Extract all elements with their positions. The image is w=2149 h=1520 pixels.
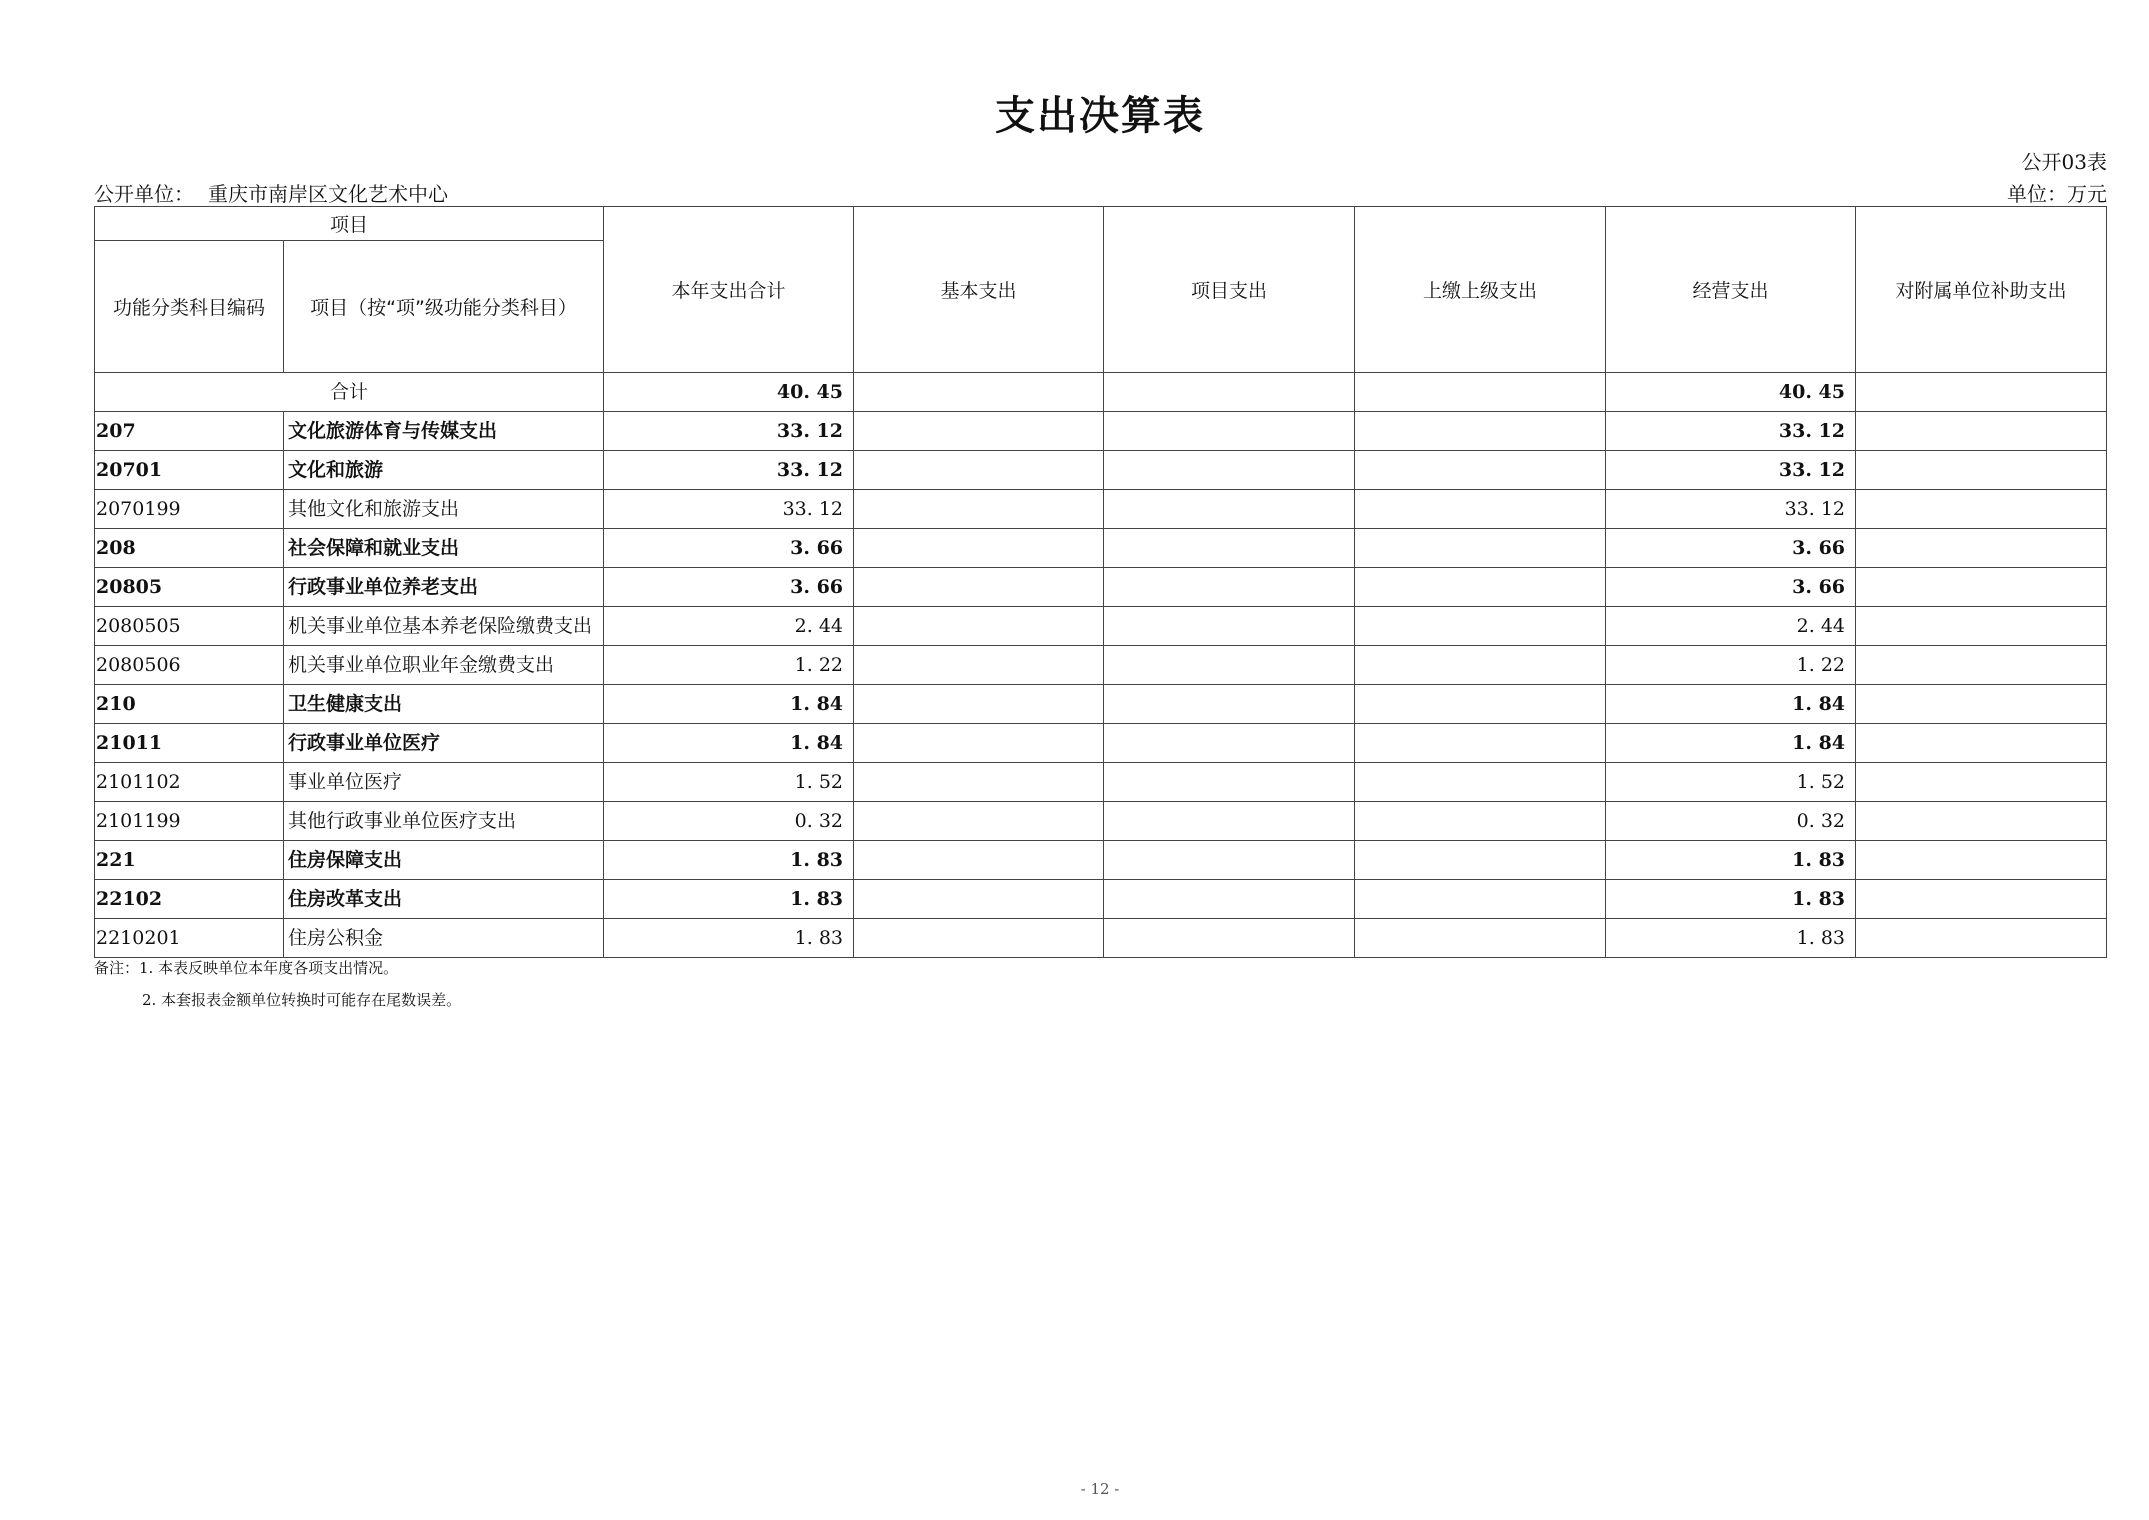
row-upper xyxy=(1355,529,1606,568)
row-subsidy xyxy=(1856,451,2107,490)
row-basic xyxy=(854,724,1104,763)
row-project-exp xyxy=(1104,763,1355,802)
row-total: 3. 66 xyxy=(604,568,854,607)
row-upper xyxy=(1355,724,1606,763)
header-project-expense: 项目支出 xyxy=(1104,207,1355,373)
row-upper xyxy=(1355,763,1606,802)
row-item-name: 其他文化和旅游支出 xyxy=(284,490,604,529)
row-project-exp xyxy=(1104,646,1355,685)
row-item-name: 住房保障支出 xyxy=(284,841,604,880)
table-row xyxy=(95,412,2107,451)
table-row xyxy=(95,724,2107,763)
row-total: 33. 12 xyxy=(604,412,854,451)
row-business: 1. 84 xyxy=(1606,724,1856,763)
row-item-name: 文化和旅游 xyxy=(284,451,604,490)
row-item-name: 住房公积金 xyxy=(284,919,604,958)
row-business: 2. 44 xyxy=(1606,607,1856,646)
notes xyxy=(94,952,461,1016)
reporting-unit xyxy=(94,178,448,207)
table-row xyxy=(95,685,2107,724)
row-basic xyxy=(854,685,1104,724)
row-project-exp xyxy=(1104,412,1355,451)
row-business: 1. 84 xyxy=(1606,685,1856,724)
row-business: 33. 12 xyxy=(1606,490,1856,529)
row-code: 20805 xyxy=(95,568,284,607)
form-number: 公开03表 xyxy=(2021,150,2107,174)
row-upper xyxy=(1355,841,1606,880)
row-total: 1. 83 xyxy=(604,919,854,958)
row-code: 2101199 xyxy=(95,802,284,841)
row-subsidy xyxy=(1856,412,2107,451)
row-basic xyxy=(854,880,1104,919)
row-project-exp xyxy=(1104,490,1355,529)
row-upper xyxy=(1355,880,1606,919)
row-code: 21011 xyxy=(95,724,284,763)
row-total: 1. 52 xyxy=(604,763,854,802)
row-code: 210 xyxy=(95,685,284,724)
header-item: 项目（按“项”级功能分类科目） xyxy=(284,241,604,373)
header-total: 本年支出合计 xyxy=(604,207,854,373)
row-subsidy xyxy=(1856,646,2107,685)
row-total: 1. 83 xyxy=(604,880,854,919)
header-upper: 上缴上级支出 xyxy=(1355,207,1606,373)
row-project-exp xyxy=(1104,685,1355,724)
row-subsidy xyxy=(1856,841,2107,880)
row-project-exp xyxy=(1104,529,1355,568)
row-total: 0. 32 xyxy=(604,802,854,841)
header-project: 项目 xyxy=(95,207,604,241)
header-business: 经营支出 xyxy=(1606,207,1856,373)
row-upper xyxy=(1355,646,1606,685)
row-subsidy xyxy=(1856,685,2107,724)
page-title: 支出决算表 xyxy=(995,93,1205,139)
row-project-exp xyxy=(1104,451,1355,490)
row-basic xyxy=(854,529,1104,568)
row-total: 33. 12 xyxy=(604,490,854,529)
row-upper xyxy=(1355,451,1606,490)
reporting-unit-name: 重庆市南岸区文化艺术中心 xyxy=(208,182,448,206)
total-business: 40. 45 xyxy=(1606,373,1856,412)
row-upper xyxy=(1355,802,1606,841)
table-row xyxy=(95,763,2107,802)
table-row xyxy=(95,451,2107,490)
header-basic: 基本支出 xyxy=(854,207,1104,373)
row-basic xyxy=(854,802,1104,841)
row-basic xyxy=(854,763,1104,802)
row-code: 208 xyxy=(95,529,284,568)
row-item-name: 事业单位医疗 xyxy=(284,763,604,802)
row-subsidy xyxy=(1856,607,2107,646)
table-row xyxy=(95,529,2107,568)
row-item-name: 住房改革支出 xyxy=(284,880,604,919)
row-business: 1. 83 xyxy=(1606,880,1856,919)
row-item-name: 文化旅游体育与传媒支出 xyxy=(284,412,604,451)
row-code: 2070199 xyxy=(95,490,284,529)
row-item-name: 其他行政事业单位医疗支出 xyxy=(284,802,604,841)
row-code: 2101102 xyxy=(95,763,284,802)
note-2: 2. 本套报表金额单位转换时可能存在尾数误差。 xyxy=(142,991,462,1009)
row-item-name: 卫生健康支出 xyxy=(284,685,604,724)
row-item-name: 行政事业单位医疗 xyxy=(284,724,604,763)
row-code: 221 xyxy=(95,841,284,880)
row-upper xyxy=(1355,490,1606,529)
row-total: 1. 84 xyxy=(604,724,854,763)
row-business: 1. 52 xyxy=(1606,763,1856,802)
row-basic xyxy=(854,607,1104,646)
row-code: 2210201 xyxy=(95,919,284,958)
row-upper xyxy=(1355,685,1606,724)
table-row xyxy=(95,880,2107,919)
table-row xyxy=(95,646,2107,685)
row-business: 3. 66 xyxy=(1606,529,1856,568)
row-project-exp xyxy=(1104,568,1355,607)
row-subsidy xyxy=(1856,724,2107,763)
expenditure-table xyxy=(94,206,2107,958)
row-subsidy xyxy=(1856,919,2107,958)
row-total: 2. 44 xyxy=(604,607,854,646)
row-basic xyxy=(854,841,1104,880)
total-label: 合计 xyxy=(95,373,604,412)
row-project-exp xyxy=(1104,841,1355,880)
row-business: 33. 12 xyxy=(1606,451,1856,490)
row-subsidy xyxy=(1856,880,2107,919)
row-business: 1. 83 xyxy=(1606,919,1856,958)
row-subsidy xyxy=(1856,568,2107,607)
row-code: 2080505 xyxy=(95,607,284,646)
row-basic xyxy=(854,451,1104,490)
row-subsidy xyxy=(1856,763,2107,802)
row-item-name: 机关事业单位职业年金缴费支出 xyxy=(284,646,604,685)
row-item-name: 社会保障和就业支出 xyxy=(284,529,604,568)
row-project-exp xyxy=(1104,802,1355,841)
row-total: 1. 22 xyxy=(604,646,854,685)
row-total: 33. 12 xyxy=(604,451,854,490)
page-number: - 12 - xyxy=(1080,1480,1120,1498)
row-upper xyxy=(1355,607,1606,646)
row-project-exp xyxy=(1104,880,1355,919)
total-project-expense xyxy=(1104,373,1355,412)
row-business: 0. 32 xyxy=(1606,802,1856,841)
row-basic xyxy=(854,646,1104,685)
row-business: 3. 66 xyxy=(1606,568,1856,607)
total-row xyxy=(95,373,2107,412)
header-subsidy: 对附属单位补助支出 xyxy=(1856,207,2107,373)
row-basic xyxy=(854,412,1104,451)
row-code: 2080506 xyxy=(95,646,284,685)
row-basic xyxy=(854,919,1104,958)
table-row xyxy=(95,802,2107,841)
table-row xyxy=(95,490,2107,529)
row-business: 1. 83 xyxy=(1606,841,1856,880)
table-row xyxy=(95,568,2107,607)
total-upper xyxy=(1355,373,1606,412)
row-upper xyxy=(1355,919,1606,958)
row-total: 3. 66 xyxy=(604,529,854,568)
total-subsidy xyxy=(1856,373,2107,412)
note-1: 备注：1. 本表反映单位本年度各项支出情况。 xyxy=(94,959,399,977)
row-business: 1. 22 xyxy=(1606,646,1856,685)
row-code: 207 xyxy=(95,412,284,451)
row-total: 1. 83 xyxy=(604,841,854,880)
row-upper xyxy=(1355,568,1606,607)
row-subsidy xyxy=(1856,529,2107,568)
total-total: 40. 45 xyxy=(604,373,854,412)
row-project-exp xyxy=(1104,607,1355,646)
row-subsidy xyxy=(1856,490,2107,529)
row-basic xyxy=(854,490,1104,529)
header-code: 功能分类科目编码 xyxy=(95,241,284,373)
row-basic xyxy=(854,568,1104,607)
row-business: 33. 12 xyxy=(1606,412,1856,451)
row-upper xyxy=(1355,412,1606,451)
row-code: 20701 xyxy=(95,451,284,490)
total-basic xyxy=(854,373,1104,412)
row-project-exp xyxy=(1104,724,1355,763)
currency-unit: 单位：万元 xyxy=(2007,182,2107,206)
table-row xyxy=(95,841,2107,880)
reporting-unit-label: 公开单位： xyxy=(94,182,194,206)
row-item-name: 行政事业单位养老支出 xyxy=(284,568,604,607)
row-total: 1. 84 xyxy=(604,685,854,724)
table-row xyxy=(95,607,2107,646)
row-code: 22102 xyxy=(95,880,284,919)
row-subsidy xyxy=(1856,802,2107,841)
row-item-name: 机关事业单位基本养老保险缴费支出 xyxy=(284,607,604,646)
row-project-exp xyxy=(1104,919,1355,958)
